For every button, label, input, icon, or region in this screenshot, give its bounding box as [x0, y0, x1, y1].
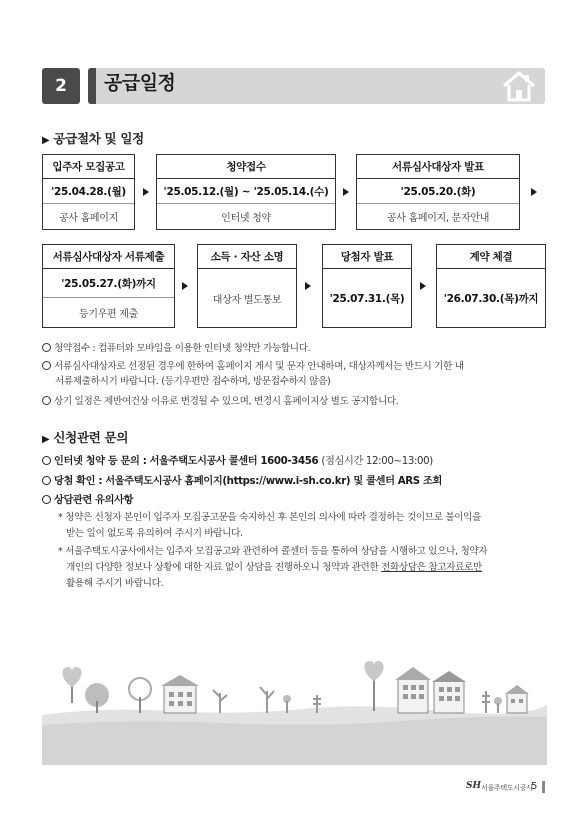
house-icon: [501, 69, 537, 103]
caution-text: * 청약은 신청자 본인이 입주자 모집공고문을 숙지하신 후 본인의 의사에 따라 결정하는 것이므로 불이익을: [58, 512, 481, 523]
step-title: 당첨자 발표: [323, 245, 411, 269]
footer-brand: 서울주택도시공사: [481, 784, 533, 792]
section-number: 2: [42, 68, 80, 104]
page-bar-decoration: [542, 781, 545, 793]
step-winner-announce: [322, 244, 412, 328]
step-title: 서류심사대상자 서류제출: [43, 245, 174, 269]
inquiry-heading-text: 신청관련 문의: [53, 430, 129, 445]
caution-text-cont: [58, 560, 548, 576]
caution-text-cont: 활용해 주시기 바랍니다.: [66, 578, 164, 589]
step-date: '25.04.28.(월): [43, 179, 134, 204]
caution-text: * 서울주택도시공사에서는 입주자 모집공고와 관련하여 콜센터 등을 통하여 상담을 시행하고 있으나, 청약자: [58, 546, 488, 557]
step-title: 소득 · 자산 소명: [198, 245, 296, 269]
inquiry-caution-heading: [42, 491, 133, 506]
step-title: 청약접수: [157, 155, 335, 179]
note-item: [42, 359, 547, 389]
step-application: [156, 154, 336, 230]
flow-arrow-icon: [343, 188, 349, 196]
circle-bullet-icon: [42, 495, 51, 504]
inquiry-line-bold: 당첨 확인 : 서울주택도시공사 홈페이지(https://www.i-sh.co.kr) 및 콜센터 ARS 조회: [54, 476, 442, 487]
circle-bullet-icon: [42, 476, 51, 485]
caution-text-part: 개인의 다양한 정보나 상황에 대한 자료 없이 상담을 진행하오니 청약과 관련한: [66, 562, 382, 573]
note-item: [42, 341, 547, 356]
inquiry-line-bold: 인터넷 청약 등 문의 : 서울주택도시공사 콜센터 1600-3456: [54, 456, 319, 467]
caution-item: [58, 510, 548, 542]
section-title-accent: [88, 68, 96, 104]
step-date: '25.05.20.(화): [357, 179, 519, 204]
step-date: '26.07.30.(목)까지: [443, 292, 539, 305]
step-announcement: [42, 154, 135, 230]
note-text-cont: 서류제출하시기 바랍니다. (등기우편만 접수하며, 방문접수하지 않음): [55, 376, 331, 387]
flow-arrow-icon: [305, 282, 311, 290]
circle-bullet-icon: [42, 396, 51, 405]
triangle-right-icon: ▶: [42, 434, 50, 445]
step-title: 입주자 모집공고: [43, 155, 134, 179]
step-title: 서류심사대상자 발표: [357, 155, 519, 179]
step-contract: [436, 244, 546, 328]
page-number: 5: [531, 781, 538, 792]
note-text: 상기 일정은 제반여건상 이유로 변경될 수 있으며, 변경시 홈페이지상 별도 공지합니다.: [54, 396, 399, 407]
step-note: 인터넷 청약: [221, 213, 271, 224]
step-date: '25.07.31.(목): [329, 292, 405, 305]
flow-arrow-icon: [531, 188, 537, 196]
step-date: '25.05.27.(화)까지: [43, 269, 174, 298]
circle-bullet-icon: [42, 361, 51, 370]
caution-underlined-text: 전화상담은 참고자료로만: [381, 562, 482, 573]
note-text: 서류심사대상자로 선정된 경우에 한하여 홈페이지 게시 및 문자 안내하며, 대상자께서는 반드시 기한 내: [54, 361, 464, 372]
step-note: 공사 홈페이지: [58, 213, 119, 224]
town-landscape-illustration: [42, 655, 547, 765]
step-document-submission: [42, 244, 175, 328]
section-header: [42, 68, 545, 104]
step-note: 공사 홈페이지, 문자안내: [386, 213, 490, 224]
schedule-heading-text: 공급절차 및 일정: [53, 131, 144, 146]
step-title: 계약 체결: [437, 245, 545, 269]
circle-bullet-icon: [42, 343, 51, 352]
step-date: '25.05.12.(월) ~ '25.05.14.(수): [157, 179, 335, 204]
inquiry-heading: [42, 428, 128, 446]
caution-item: [58, 544, 548, 592]
step-screening-announce: [356, 154, 520, 230]
flow-arrow-icon: [182, 282, 188, 290]
flow-arrow-icon: [420, 282, 426, 290]
note-text: 청약접수 : 컴퓨터와 모바일을 이용한 인터넷 청약만 가능합니다.: [54, 343, 311, 354]
inquiry-winner-check: [42, 472, 442, 487]
inquiry-call-center: [42, 452, 433, 467]
step-note: 대상자 별도통보: [212, 294, 282, 306]
schedule-heading: [42, 129, 144, 147]
step-note: 등기우편 제출: [78, 309, 139, 320]
sh-logo: SH: [466, 781, 482, 791]
step-income-asset: [197, 244, 297, 328]
section-title: 공급일정: [104, 72, 176, 94]
note-item: [42, 394, 547, 409]
flow-arrow-icon: [143, 188, 149, 196]
lunch-hours: (점심시간 12:00~13:00): [321, 456, 433, 467]
inquiry-line-bold: 상담관련 유의사항: [54, 495, 134, 506]
circle-bullet-icon: [42, 456, 51, 465]
triangle-right-icon: ▶: [42, 135, 50, 146]
caution-text-cont: 받는 일이 없도록 유의하여 주시기 바랍니다.: [66, 528, 243, 539]
